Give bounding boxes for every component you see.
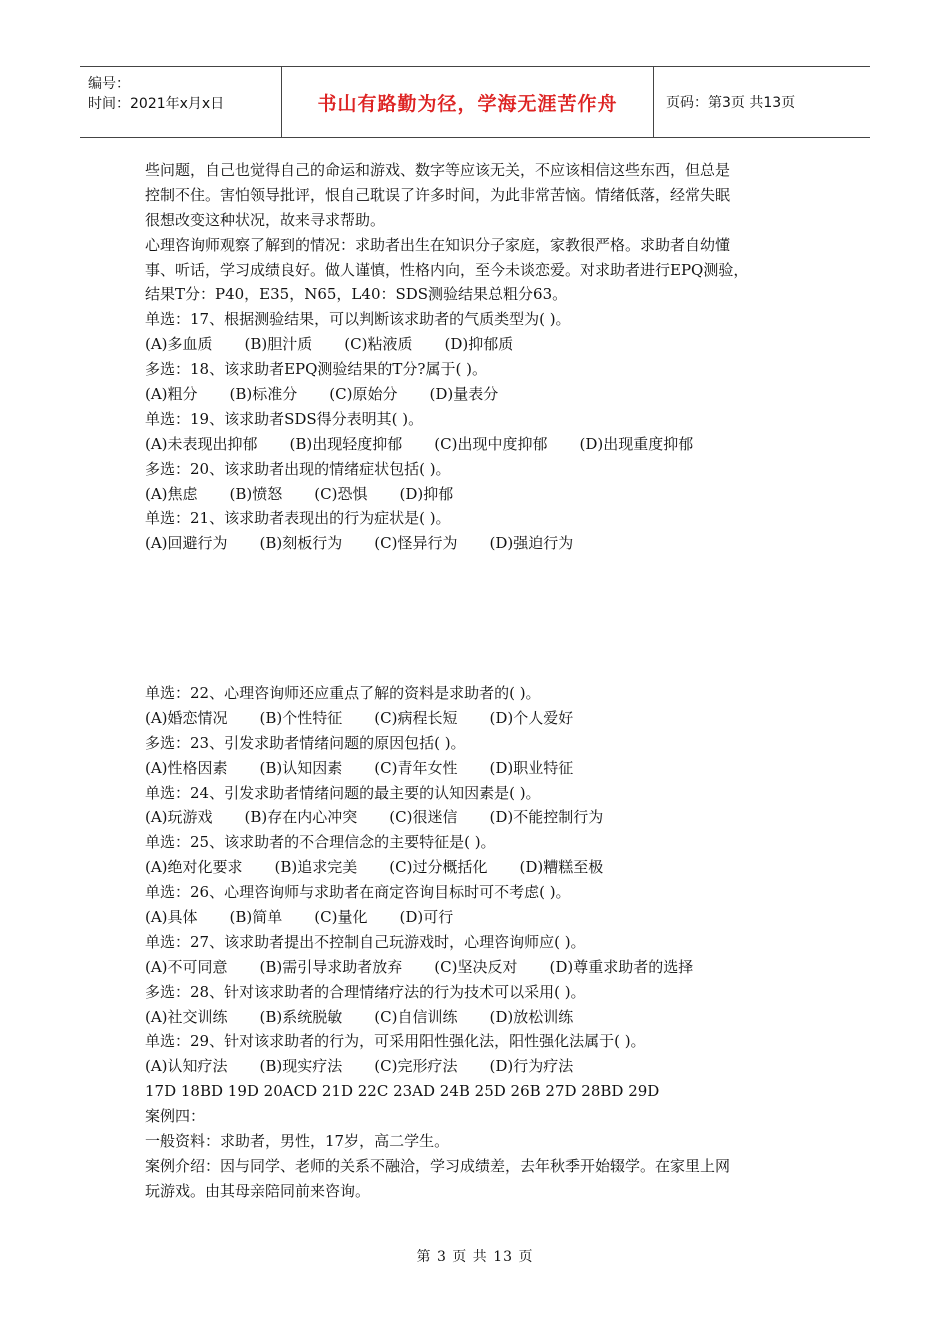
text-line: 多选：20、该求助者出现的情绪症状包括( )。 (145, 459, 451, 478)
header-motto-cell (282, 67, 654, 137)
answer-option: (A)焦虑 (145, 484, 198, 503)
text-line: 很想改变这种状况，故来寻求帮助。 (145, 210, 386, 229)
answer-option: (A)性格因素 (145, 758, 228, 777)
answer-option: (A)社交训练 (145, 1007, 228, 1026)
answer-option: (A)多血质 (145, 335, 213, 354)
document-date-label: 时间：2021年x月x日 (88, 96, 225, 112)
answer-option: (C)过分概括化 (389, 858, 488, 877)
answer-option: (B)个性特征 (259, 708, 343, 727)
text-line: 些问题，自己也觉得自己的命运和游戏、数字等应该无关，不应该相信这些东西，但总是 (145, 161, 731, 179)
answer-option: (D)行为疗法 (489, 1057, 574, 1076)
text-line: 单选：29、针对该求助者的行为，可采用阳性强化法，阳性强化法属于( )。 (145, 1032, 646, 1051)
content-block-top (145, 158, 817, 556)
answer-option: (D)职业特征 (489, 758, 574, 777)
text-line: 单选：17、根据测验结果，可以判断该求助者的气质类型为( )。 (145, 310, 571, 329)
answer-option: (C)坚决反对 (434, 957, 518, 976)
answer-option: (D)糟糕至极 (519, 858, 604, 877)
content-block-bottom (145, 681, 817, 1204)
header-motto: 书山有路勤为径，学海无涯苦作舟 (317, 92, 618, 115)
header-info-cell (80, 67, 282, 137)
text-line: 多选：18、该求助者EPQ测验结果的T分?属于( )。 (145, 360, 487, 379)
answer-option: (D)出现重度抑郁 (579, 434, 694, 453)
text-line: 单选：22、心理咨询师还应重点了解的资料是求助者的( )。 (145, 684, 541, 702)
text-line: 单选：24、引发求助者情绪问题的最主要的认知因素是( )。 (145, 783, 541, 802)
answer-options-row (145, 332, 817, 357)
text-line: 单选：27、该求助者提出不控制自己玩游戏时，心理咨询师应( )。 (145, 932, 586, 951)
answer-option: (B)现实疗法 (259, 1057, 343, 1076)
answer-options-row (145, 905, 817, 930)
answer-options-row (145, 482, 817, 507)
text-line: 案例四： (145, 1107, 206, 1126)
answer-option: (A)具体 (145, 908, 198, 927)
answer-options-row (145, 855, 817, 880)
text-line: 17D 18BD 19D 20ACD 21D 22C 23AD 24B 25D 26B 27D 28BD 29D (145, 1082, 660, 1101)
answer-option: (D)量表分 (429, 385, 499, 404)
text-line: 玩游戏。由其母亲陪同前来咨询。 (145, 1181, 371, 1200)
answer-option: (C)青年女性 (374, 758, 458, 777)
answer-option: (B)标准分 (229, 385, 298, 404)
document-number-label: 编号： (88, 76, 130, 92)
answer-options-row (145, 955, 817, 980)
answer-option: (C)怪异行为 (374, 534, 458, 553)
answer-option: (C)完形疗法 (374, 1057, 458, 1076)
answer-option: (A)未表现出抑郁 (145, 434, 258, 453)
answer-option: (C)自信训练 (374, 1007, 458, 1026)
answer-option: (B)简单 (229, 908, 283, 927)
text-line: 一般资料：求助者，男性，17岁，高二学生。 (145, 1132, 450, 1151)
page-footer: 第 3 页 共 13 页 (416, 1249, 534, 1265)
text-line: 结果T分：P40，E35，N65，L40：SDS测验结果总粗分63。 (145, 285, 568, 304)
text-line: 多选：28、针对该求助者的合理情绪疗法的行为技术可以采用( )。 (145, 982, 586, 1001)
answer-option: (B)系统脱敏 (259, 1007, 343, 1026)
answer-option: (A)粗分 (145, 385, 198, 404)
answer-options-row (145, 756, 817, 781)
answer-option: (D)放松训练 (489, 1007, 574, 1026)
answer-options-row (145, 1005, 817, 1030)
text-line: 案例介绍：因与同学、老师的关系不融洽，学习成绩差，去年秋季开始辍学。在家里上网 (145, 1156, 731, 1175)
text-line: 事、听话，学习成绩良好。做人谨慎，性格内向，至今未谈恋爱。对求助者进行EPQ测验， (145, 260, 749, 279)
answer-option: (B)存在内心冲突 (244, 808, 358, 827)
answer-option: (D)可行 (399, 908, 454, 927)
text-line: 单选：26、心理咨询师与求助者在商定咨询目标时可不考虑( )。 (145, 883, 571, 902)
answer-option: (D)尊重求助者的选择 (549, 957, 694, 976)
answer-option: (C)原始分 (329, 385, 398, 404)
answer-option: (A)认知疗法 (145, 1057, 228, 1076)
answer-option: (A)婚恋情况 (145, 708, 228, 727)
answer-options-row (145, 382, 817, 407)
answer-option: (C)粘液质 (344, 335, 413, 354)
text-line: 单选：21、该求助者表现出的行为症状是( )。 (145, 509, 451, 528)
answer-option: (D)抑郁质 (444, 335, 514, 354)
answer-option: (B)追求完美 (274, 858, 358, 877)
answer-option: (B)愤怒 (229, 484, 283, 503)
answer-option: (C)量化 (314, 908, 368, 927)
text-line: 多选：23、引发求助者情绪问题的原因包括( )。 (145, 733, 466, 752)
answer-option: (C)出现中度抑郁 (434, 434, 548, 453)
answer-option: (B)刻板行为 (259, 534, 343, 553)
answer-options-row (145, 432, 817, 457)
answer-options-row (145, 706, 817, 731)
answer-option: (B)需引导求助者放弃 (259, 957, 403, 976)
answer-option: (B)出现轻度抑郁 (289, 434, 403, 453)
answer-options-row (145, 1054, 817, 1079)
answer-options-row (145, 531, 817, 556)
page-header (80, 66, 870, 138)
answer-option: (D)强迫行为 (489, 534, 574, 553)
answer-option: (D)不能控制行为 (489, 808, 604, 827)
text-line: 控制不住。害怕领导批评，恨自己耽误了许多时间，为此非常苦恼。情绪低落，经常失眠 (145, 185, 731, 204)
answer-option: (B)胆汁质 (244, 335, 313, 354)
answer-options-row (145, 805, 817, 830)
header-page-cell (654, 67, 870, 137)
answer-option: (C)病程长短 (374, 708, 458, 727)
answer-option: (A)回避行为 (145, 534, 228, 553)
answer-option: (A)玩游戏 (145, 808, 213, 827)
answer-option: (D)个人爱好 (489, 708, 574, 727)
header-page-code: 页码：第3页 共13页 (666, 95, 796, 111)
answer-option: (C)很迷信 (389, 808, 458, 827)
text-line: 单选：19、该求助者SDS得分表明其( )。 (145, 409, 424, 428)
answer-option: (C)恐惧 (314, 484, 368, 503)
answer-option: (B)认知因素 (259, 758, 343, 777)
answer-option: (A)不可同意 (145, 957, 228, 976)
answer-option: (A)绝对化要求 (145, 858, 243, 877)
answer-option: (D)抑郁 (399, 484, 454, 503)
text-line: 心理咨询师观察了解到的情况：求助者出生在知识分子家庭，家教很严格。求助者自幼懂 (145, 235, 731, 254)
text-line: 单选：25、该求助者的不合理信念的主要特征是( )。 (145, 833, 496, 852)
